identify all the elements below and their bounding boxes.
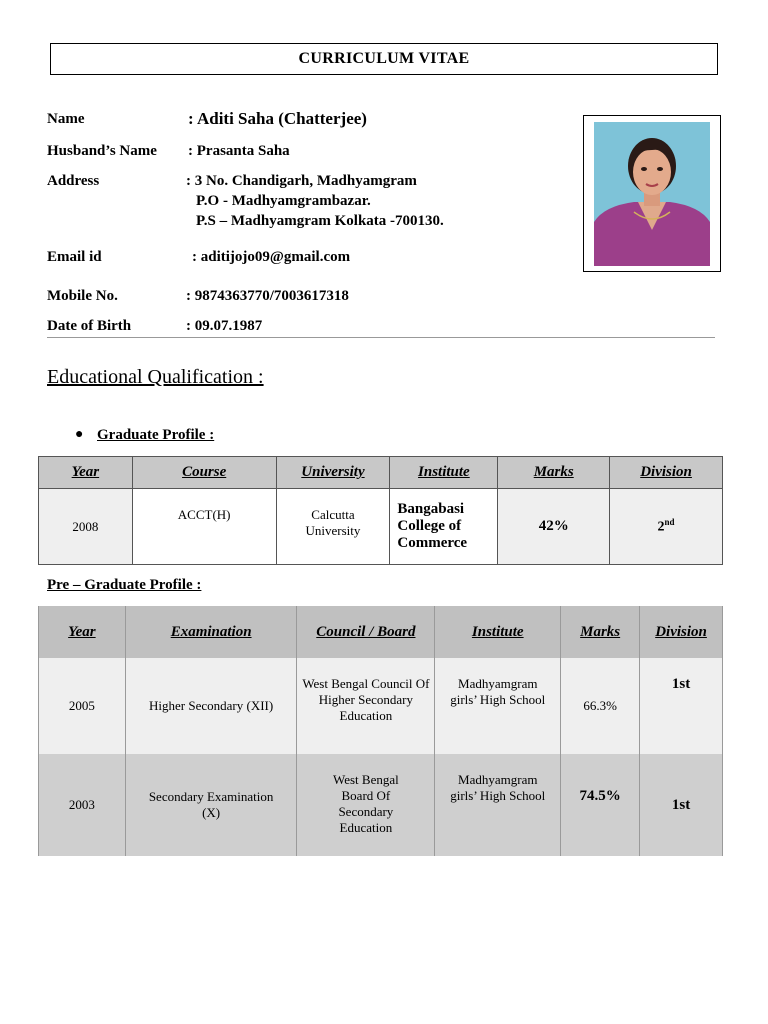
header-division: Division: [640, 606, 723, 658]
email-value: : aditijojo09@gmail.com: [192, 249, 351, 265]
pregraduate-table: [38, 606, 723, 856]
profile-photo: [583, 115, 721, 272]
cell-year: 2008: [39, 489, 133, 565]
section-divider: [47, 337, 715, 338]
name-value: : Aditi Saha (Chatterjee): [188, 109, 367, 128]
cell-institute: Madhyamgram girls’ High School: [435, 658, 561, 754]
cell-year: 2003: [39, 754, 126, 856]
cell-marks: 74.5%: [561, 754, 640, 856]
header-council-board: Council / Board: [297, 606, 435, 658]
address-line-2: P.O - Madhyamgrambazar.: [196, 193, 371, 209]
cell-division: 1st: [640, 658, 723, 754]
cell-marks: 66.3%: [561, 658, 640, 754]
address-line-1: : 3 No. Chandigarh, Madhyamgram: [186, 173, 417, 189]
name-label: Name: [47, 111, 85, 127]
table-row: [39, 658, 723, 754]
cell-university: Calcutta University: [276, 489, 390, 565]
email-label: Email id: [47, 249, 102, 265]
cell-institute: Bangabasi College of Commerce: [390, 489, 498, 565]
cell-examination: Secondary Examination (X): [125, 754, 297, 856]
header-marks: Marks: [498, 457, 610, 489]
cell-course: ACCT(H): [132, 489, 276, 565]
table-header-row: [39, 457, 723, 489]
graduate-profile-heading: Graduate Profile :: [97, 427, 215, 443]
husband-name-value: : Prasanta Saha: [188, 143, 290, 159]
dob-value: : 09.07.1987: [186, 318, 263, 334]
cell-division: 2nd: [610, 489, 723, 565]
cell-division: 1st: [640, 754, 723, 856]
header-course: Course: [132, 457, 276, 489]
header-university: University: [276, 457, 390, 489]
table-row: [39, 489, 723, 565]
header-examination: Examination: [125, 606, 297, 658]
cell-council-board: West Bengal Board Of Secondary Education: [297, 754, 435, 856]
graduate-table: [38, 456, 723, 565]
header-year: Year: [39, 457, 133, 489]
pregraduate-profile-heading: Pre – Graduate Profile :: [47, 577, 202, 593]
mobile-label: Mobile No.: [47, 288, 118, 304]
cell-marks: 42%: [498, 489, 610, 565]
cell-year: 2005: [39, 658, 126, 754]
education-heading: Educational Qualification :: [47, 366, 264, 388]
table-header-row: [39, 606, 723, 658]
bullet-icon: ●: [75, 427, 84, 442]
mobile-value: : 9874363770/7003617318: [186, 288, 349, 304]
header-institute: Institute: [390, 457, 498, 489]
address-line-3: P.S – Madhyamgram Kolkata -700130.: [196, 213, 444, 229]
header-division: Division: [610, 457, 723, 489]
portrait-icon: [594, 122, 710, 266]
document-title: CURRICULUM VITAE: [50, 43, 718, 75]
header-marks: Marks: [561, 606, 640, 658]
cell-examination: Higher Secondary (XII): [125, 658, 297, 754]
header-institute: Institute: [435, 606, 561, 658]
address-label: Address: [47, 173, 100, 189]
dob-label: Date of Birth: [47, 318, 132, 334]
header-year: Year: [39, 606, 126, 658]
table-row: [39, 754, 723, 856]
cell-council-board: West Bengal Council Of Higher Secondary Education: [297, 658, 435, 754]
husband-name-label: Husband’s Name: [47, 143, 157, 159]
cell-institute: Madhyamgram girls’ High School: [435, 754, 561, 856]
